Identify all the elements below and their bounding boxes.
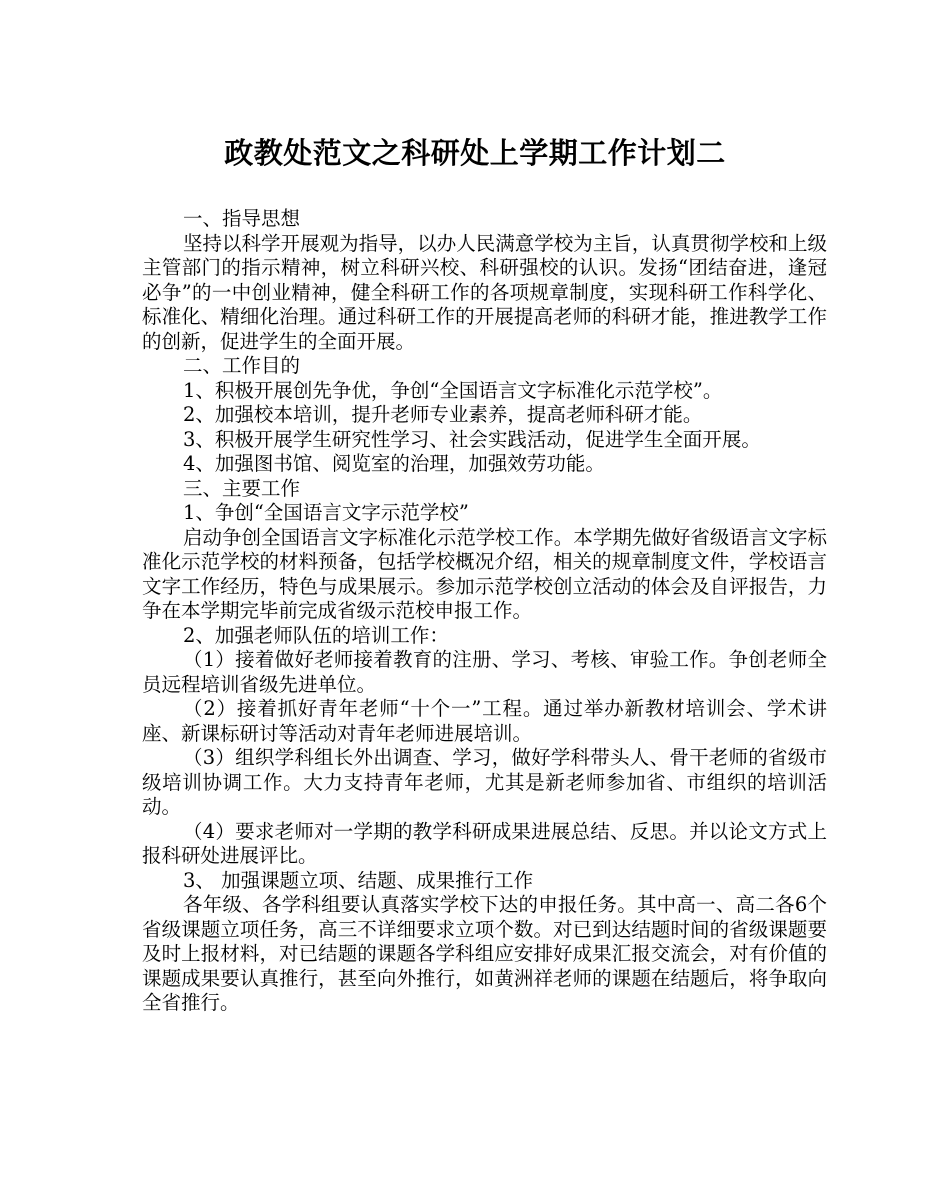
goal-item-2: 2、加强校本培训，提升老师专业素养，提高老师科研才能。: [183, 403, 703, 426]
paragraph-work-item-1: 启动争创全国语言文字标准化示范学校工作。本学期先做好省级语言文字标准化示范学校的材料预备，包括学校概况介绍，相关的规章制度文件，学校语言文字工作经历，特色与成果展示。参加示范学校创立活动的体会及自评报告，力争在本学期完毕前完成省级示范校申报工作。: [142, 525, 827, 622]
section-heading-guiding-ideology: 一、指导思想: [183, 207, 301, 230]
goal-item-4: 4、加强图书馆、阅览室的治理，加强效劳功能。: [183, 452, 605, 475]
work-item-2-heading: 2、加强老师队伍的培训工作：: [183, 623, 449, 647]
document-body: [142, 207, 827, 1016]
work-item-2-sub-1: （1）接着做好老师接着教育的注册、学习、考核、审验工作。争创老师全员远程培训省级先进单位。: [142, 648, 827, 696]
work-item-3-heading: 3、 加强课题立项、结题、成果推行工作: [183, 868, 534, 892]
paragraph-work-item-3: 各年级、各学科组要认真落实学校下达的申报任务。其中高一、高二各6个省级课题立项任务，高三不详细要求立项个数。对已到达结题时间的省级课题要及时上报材料，对已结题的课题各学科组应安排好成果汇报交流会，对有价值的课题成果要认真推行，甚至向外推行，如黄洲祥老师的课题在结题后，将争取向全省推行。: [142, 893, 827, 1014]
goal-item-1: 1、积极开展创先争优，争创“全国语言文字标准化示范学校”。: [183, 378, 723, 402]
work-item-2-sub-3: （3）组织学科组长外出调查、学习，做好学科带头人、骨干老师的省级市级培训协调工作。大力支持青年老师，尤其是新老师参加省、市组织的培训活动。: [142, 746, 827, 818]
work-item-1-heading: 1、争创“全国语言文字示范学校”: [183, 501, 469, 524]
work-item-2-sub-2: （2）接着抓好青年老师“十个一”工程。通过举办新教材培训会、学术讲座、新课标研讨等活动对青年老师进展培训。: [142, 697, 827, 745]
goal-item-3: 3、积极开展学生研究性学习、社会实践活动，促进学生全面开展。: [183, 427, 761, 451]
work-item-2-sub-4: （4）要求老师对一学期的教学科研成果进展总结、反思。并以论文方式上报科研处进展评比。: [142, 819, 827, 867]
document-title: 政教处范文之科研处上学期工作计划二: [224, 136, 726, 170]
section-heading-main-work: 三、主要工作: [183, 476, 301, 500]
paragraph-guiding-ideology: 坚持以科学开展观为指导，以办人民满意学校为主旨，认真贯彻学校和上级主管部门的指示精神，树立科研兴校、科研强校的认识。发扬“团结奋进，逢冠必争”的一中创业精神，健全科研工作的各项规章制度，实现科研工作科学化、标准化、精细化治理。通过科研工作的开展提高老师的科研才能，推进教学工作的创新，促进学生的全面开展。: [142, 231, 827, 353]
section-heading-work-goals: 二、工作目的: [183, 354, 301, 377]
